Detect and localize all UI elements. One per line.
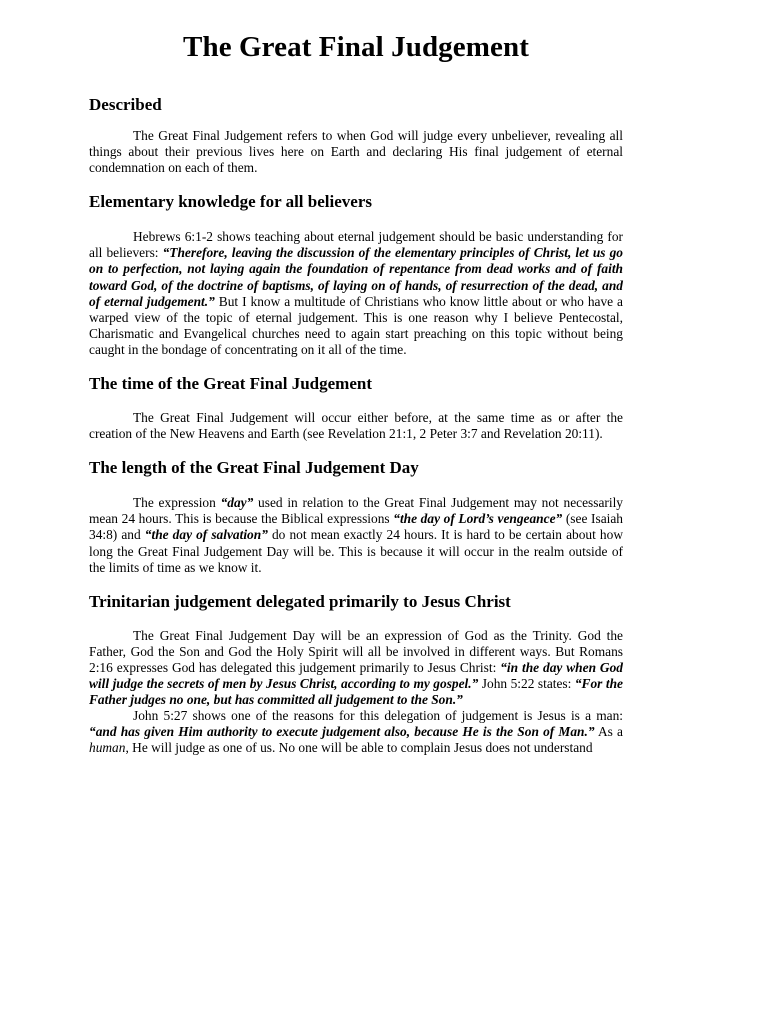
text-run: (see Isaiah 34:8) and bbox=[89, 511, 624, 543]
scripture-quote: “the day of Lord’s vengeance” bbox=[393, 511, 563, 527]
scripture-quote: “in the day when God will judge the secrets of men by Jesus Christ, according to my gospel.” bbox=[89, 659, 623, 691]
scripture-quote: “the day of salvation” bbox=[144, 527, 268, 543]
text-run: John 5:27 shows one of the reasons for this delegation of judgement is Jesus is a man: bbox=[133, 708, 623, 724]
scripture-quote: “Therefore, leaving the discussion of the elementary principles of Christ, let us go on to perfection, not laying again the foundation of repentance from dead works and of faith toward God, of the doctrine of baptisms, of laying on of hands, of resurrection of the dead, and of eternal judgement.” bbox=[89, 245, 623, 309]
text-run: But I know a multitude of Christians who know little about or who have a warped view of the topic of eternal judgement. This is one reason why I believe Pentecostal, Charismatic and Evangelical churches need to again start preaching on this topic without being caught in the bondage of concentrating on it all of the time. bbox=[89, 293, 623, 357]
paragraph-time bbox=[89, 410, 623, 442]
document-title: The Great Final Judgement bbox=[183, 31, 529, 63]
paragraph-elementary-knowledge bbox=[89, 229, 623, 358]
text-run: John 5:22 states: bbox=[478, 675, 575, 691]
scripture-quote: “For the Father judges no one, but has committed all judgement to the Son.” bbox=[89, 675, 623, 708]
emphasis-text: human bbox=[89, 740, 126, 756]
text-run: , He will judge as one of us. No one will be able to complain Jesus does not understand bbox=[125, 740, 593, 756]
text-run: The Great Final Judgement Day will be an expression of God as the Trinity. God the Father, God the Son and God the Holy Spirit will all be involved in different ways. But Romans 2:16 expresses God has delegated this judgement primarily to Jesus Christ: bbox=[89, 627, 623, 675]
document-page bbox=[89, 0, 623, 756]
paragraph-trinitarian-2 bbox=[89, 708, 623, 756]
section-heading-length: The length of the Great Final Judgement Day bbox=[89, 458, 419, 478]
section-heading-time: The time of the Great Final Judgement bbox=[89, 374, 372, 394]
section-heading-described: Described bbox=[89, 95, 162, 114]
text-run: The Great Final Judgement refers to when God will judge every unbeliever, revealing all things about their previous lives here on Earth and declaring His final judgement of eternal condemnation on each of them. bbox=[89, 128, 623, 176]
section-heading-elementary-knowledge: Elementary knowledge for all believers bbox=[89, 192, 372, 212]
text-run: do not mean exactly 24 hours. It is hard to be certain about how long the Great Final Judgement Day will be. This is because it will occur in the realm outside of the limits of time as we know it. bbox=[89, 527, 623, 575]
section-heading-trinitarian: Trinitarian judgement delegated primarily to Jesus Christ bbox=[89, 591, 511, 611]
paragraph-trinitarian-1 bbox=[89, 628, 623, 708]
text-run: As a bbox=[594, 724, 623, 740]
text-run: Hebrews 6:1-2 shows teaching about eternal judgement should be basic understanding for all believers: bbox=[89, 229, 623, 261]
scripture-quote: “day” bbox=[220, 495, 254, 511]
scripture-quote: “and has given Him authority to execute judgement also, because He is the Son of Man.” bbox=[89, 724, 595, 740]
text-run: The Great Final Judgement will occur either before, at the same time as or after the creation of the New Heavens and Earth (see Revelation 21:1, 2 Peter 3:7 and Revelation 20:11). bbox=[89, 410, 623, 442]
paragraph-length bbox=[89, 495, 623, 575]
text-run: The expression bbox=[133, 495, 221, 511]
text-run: used in relation to the Great Final Judgement may not necessarily mean 24 hours. This is because the Biblical expressions bbox=[89, 495, 623, 527]
paragraph-described bbox=[89, 128, 623, 176]
